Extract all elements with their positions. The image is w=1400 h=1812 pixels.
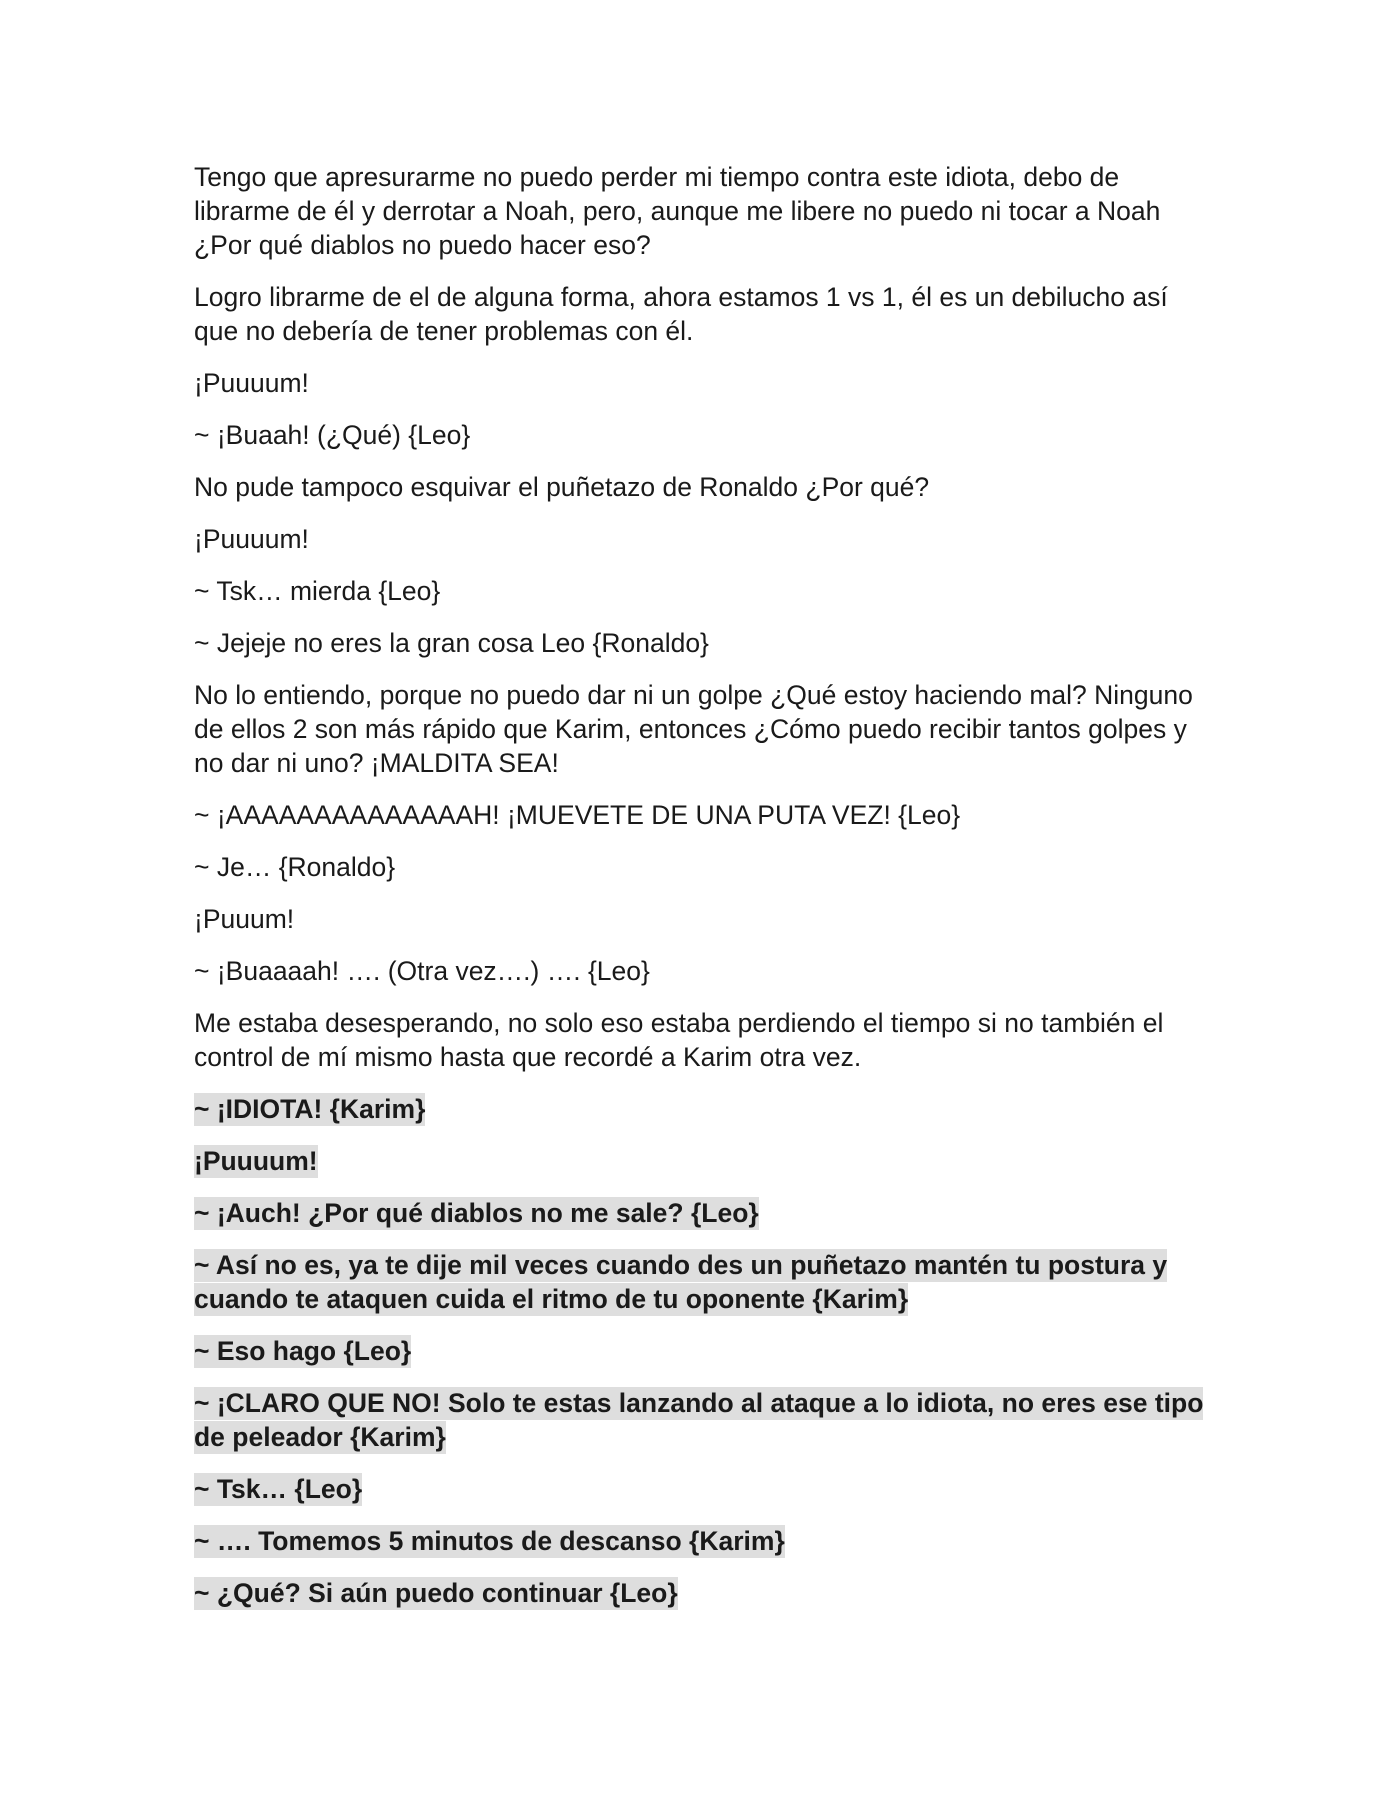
sound-effect: ¡Puuuum!	[194, 524, 309, 554]
narration-paragraph: No pude tampoco esquivar el puñetazo de Ronaldo ¿Por qué?	[194, 472, 930, 502]
highlighted-text: ~ Así no es, ya te dije mil veces cuando des un puñetazo mantén tu postura y cuando te ataquen cuida el ritmo de tu oponente {Karim}	[194, 1250, 1168, 1314]
dialogue-line: ~ ¡Buaaaah! …. (Otra vez….) …. {Leo}	[194, 956, 650, 986]
flashback-line	[194, 1248, 1214, 1316]
dialogue-line: ~ ¡Buaah! (¿Qué) {Leo}	[194, 420, 471, 450]
document-body	[194, 160, 1214, 1628]
highlighted-text: ~ ¿Qué? Si aún puedo continuar {Leo}	[194, 1578, 678, 1608]
highlighted-text: ~ Tsk… {Leo}	[194, 1474, 363, 1504]
narration-paragraph: Me estaba desesperando, no solo eso estaba perdiendo el tiempo si no también el control de mí mismo hasta que recordé a Karim otra vez.	[194, 1008, 1164, 1072]
highlighted-text: ~ ¡IDIOTA! {Karim}	[194, 1094, 426, 1124]
highlighted-text: ¡Puuuum!	[194, 1146, 318, 1176]
highlighted-text: ~ …. Tomemos 5 minutos de descanso {Karim}	[194, 1526, 785, 1556]
flashback-line	[194, 1334, 1214, 1368]
sound-effect: ¡Puuum!	[194, 904, 295, 934]
flashback-line	[194, 1386, 1214, 1454]
narration-paragraph: No lo entiendo, porque no puedo dar ni un golpe ¿Qué estoy haciendo mal? Ninguno de ellos 2 son más rápido que Karim, entonces ¿Cómo puedo recibir tantos golpes y no dar ni uno? ¡MALDITA SEA!	[194, 680, 1193, 778]
dialogue-line: ~ Tsk… mierda {Leo}	[194, 576, 441, 606]
highlighted-text: ~ Eso hago {Leo}	[194, 1336, 412, 1366]
narration-paragraph: Tengo que apresurarme no puedo perder mi tiempo contra este idiota, debo de librarme de él y derrotar a Noah, pero, aunque me libere no puedo ni tocar a Noah ¿Por qué diablos no puedo hacer eso?	[194, 162, 1161, 260]
flashback-line	[194, 1144, 1214, 1178]
highlighted-text: ~ ¡Auch! ¿Por qué diablos no me sale? {Leo}	[194, 1198, 759, 1228]
dialogue-line: ~ ¡AAAAAAAAAAAAAAH! ¡MUEVETE DE UNA PUTA VEZ! {Leo}	[194, 800, 961, 830]
flashback-line	[194, 1196, 1214, 1230]
flashback-line	[194, 1092, 1214, 1126]
highlighted-text: ~ ¡CLARO QUE NO! Solo te estas lanzando al ataque a lo idiota, no eres ese tipo de peleador {Karim}	[194, 1388, 1204, 1452]
narration-paragraph: Logro librarme de el de alguna forma, ahora estamos 1 vs 1, él es un debilucho así que no debería de tener problemas con él.	[194, 282, 1168, 346]
dialogue-line: ~ Je… {Ronaldo}	[194, 852, 396, 882]
dialogue-line: ~ Jejeje no eres la gran cosa Leo {Ronaldo}	[194, 628, 709, 658]
flashback-line	[194, 1576, 1214, 1610]
flashback-line	[194, 1524, 1214, 1558]
sound-effect: ¡Puuuum!	[194, 368, 309, 398]
flashback-line	[194, 1472, 1214, 1506]
